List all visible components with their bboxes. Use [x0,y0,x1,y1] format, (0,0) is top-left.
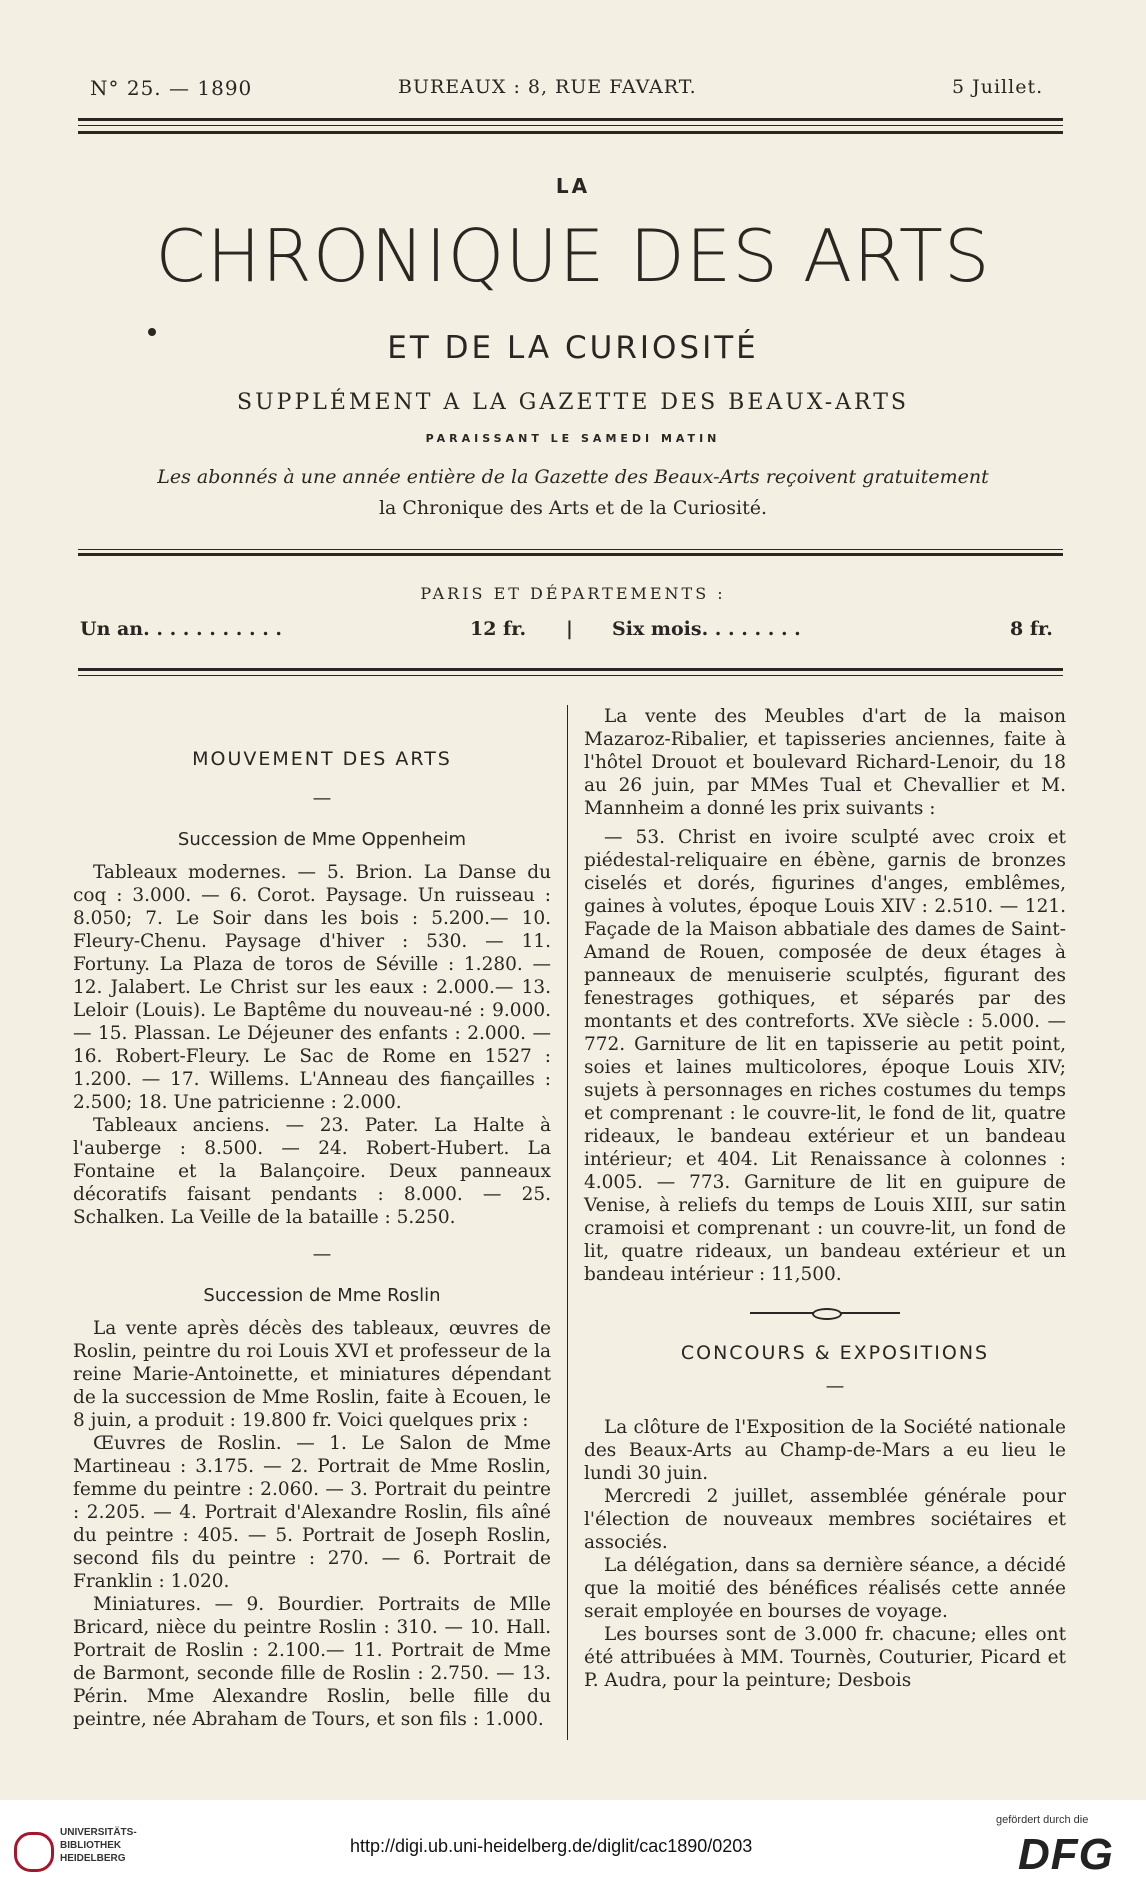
annual-price: 12 fr. [470,618,527,640]
left-column [73,748,551,1731]
issue-date: 5 Juillet. [952,76,1044,98]
masthead-subtitle: ET DE LA CURIOSITÉ [387,330,759,366]
section-dash: — [312,788,332,809]
roslin-miniatures: Miniatures. — 9. Bourdier. Portraits de Mlle Bricard, nièce du peintre Roslin : 310. — 10. Hall. Portrait de Roslin : 2.100.— 11. Portrait de Mme de Barmont, seconde fille de Roslin : 2.750. — 13. Périn. Mme Alexandre Roslin, belle fille du peintre, née Abraham de Tours, et son fils : 1.000. [73,1594,551,1730]
library-line-1: UNIVERSITÄTS- [60,1827,137,1838]
library-line-3: HEIDELBERG [60,1853,126,1864]
roslin-works: Œuvres de Roslin. — 1. Le Salon de Mme Martineau : 3.175. — 2. Portrait de Mme Roslin, femme du peintre : 2.060. — 3. Portrait du peintre : 2.205. — 4. Portrait d'Alexandre Roslin, fils aîné du peintre : 405. — 5. Portrait de Joseph Roslin, second fils du peintre : 270. — 6. Portrait de Franklin : 1.020. [73,1433,551,1592]
masthead-title: CHRONIQUE DES ARTS [155,214,991,298]
subsection-title-roslin: Succession de Mme Roslin [203,1285,441,1306]
subsection-title-oppenheim: Succession de Mme Oppenheim [177,829,467,850]
notice-line-2: la Chronique des Arts et de la Curiosité. [378,497,768,519]
section-title-concours: CONCOURS & EXPOSITIONS [680,1342,990,1364]
general-assembly: Mercredi 2 juillet, assemblée générale pour l'élection de nouveaux membres sociétaires et associés. [584,1486,1066,1553]
dfg-logo: DFG [1018,1830,1114,1879]
exposition-closing: La clôture de l'Exposition de la Société nationale des Beaux-Arts au Champ-de-Mars a eu lieu le lundi 30 juin. [584,1417,1066,1484]
issue-number: N° 25. — 1890 [90,76,253,100]
schedule-line: PARAISSANT LE SAMEDI MATIN [425,432,721,445]
travel-grants: Les bourses sont de 3.000 fr. chacune; elles ont été attribuées à MM. Tournès, Couturier, Picard et P. Audra, pour la peinture; Desbois [584,1624,1066,1691]
library-seal-icon [14,1832,54,1872]
mazaroz-sale-prices: — 53. Christ en ivoire sculpté avec croix et piédestal-reliquaire en ébène, garnis de bronzes ciselés et dorés, figurines d'anges, emblêmes, gaines à volutes, époque Louis XIV : 2.510. — 121. Façade de la Maison abbatiale des dames de Saint-Amand de Rouen, composée de deux étages à panneaux de menuiserie sculptés, figurant des fenestrages gothiques, et séparés par des montants et des contreforts. XVe siècle : 5.000. — 772. Garniture de lit en tapisserie au petit point, soies et laines multicolores, époque Louis XIV; sujets à personnages en riches costumes du temps et comprenant : le couvre-lit, le fond de lit, quatre rideaux, le bandeau extérieur et un bandeau intérieur; et 404. Lit Renaissance à colonnes : 4.005. — 773. Garniture de lit en guipure de Venise, à reliefs du temps de Louis XIII, sur satin cramoisi et comprenant : un couvre-lit, un fond de lit, quatre rideaux, un bandeau extérieur et un bandeau intérieur : 11,500. [584,827,1066,1285]
header-rule-thick-2 [78,131,1063,134]
masthead-rule-thick [78,553,1063,556]
supplement-line: SUPPLÉMENT A LA GAZETTE DES BEAUX-ARTS [237,390,909,415]
header-rule-thick [78,118,1063,121]
header-rule-thin [78,125,1063,126]
annual-label: Un an. . . . . . . . . . . [80,618,283,640]
section-title-mouvement: MOUVEMENT DES ARTS [192,748,452,770]
semester-label: Six mois. . . . . . . . [612,618,801,640]
right-column [584,705,1066,1692]
subscription-rule-thick [78,668,1063,671]
masthead-rule-thin [78,549,1063,550]
masthead-article: LA [555,174,591,198]
concours-dash: — [825,1376,845,1397]
library-line-2: BIBLIOTHEK [60,1840,122,1851]
digitization-footer [0,1800,1146,1898]
office-address: BUREAUX : 8, RUE FAVART. [398,76,697,98]
library-name [60,1826,137,1865]
notice-line-1: Les abonnés à une année entière de la Gazette des Beaux-Arts reçoivent gratuitement [157,466,989,488]
subsection-dash: — [312,1244,332,1265]
oppenheim-old-paintings: Tableaux anciens. — 23. Pater. La Halte à l'auberge : 8.500. — 24. Robert-Hubert. La Fontaine et la Balançoire. Deux panneaux décoratifs faisant pendants : 8.000. — 25. Schalken. La Veille de la bataille : 5.250. [73,1115,551,1228]
source-url-link[interactable]: http://digi.ub.uni-heidelberg.de/diglit/cac1890/0203 [350,1836,753,1856]
subscription-heading: PARIS ET DÉPARTEMENTS : [420,584,726,603]
oppenheim-modern-paintings: Tableaux modernes. — 5. Brion. La Danse du coq : 3.000. — 6. Corot. Paysage. Un ruisseau : 8.050; 7. Le Soir dans les bois : 5.200.— 10. Fleury-Chenu. Paysage d'hiver : 530. — 11. Fortuny. La Plaza de toros de Séville : 1.280. — 12. Jalabert. Le Christ sur les eaux : 2.000.— 13. Leloir (Louis). Le Baptême du nouveau-né : 9.000.— 15. Plassan. Le Déjeuner des enfants : 2.000. — 16. Robert-Fleury. Le Sac de Rome en 1527 : 1.200. — 17. Willems. L'Anneau des fiançailles : 2.500; 18. Une patricienne : 2.000. [73,862,551,1113]
delegation-decision: La délégation, dans sa dernière séance, a décidé que la moitié des bénéfices réalisés cette année serait employée en bourses de voyage. [584,1555,1066,1622]
column-divider [567,705,568,1740]
semester-price: 8 fr. [1010,618,1053,640]
price-separator: | [566,618,573,640]
ornament-flourish [750,1308,900,1318]
mazaroz-sale-intro: La vente des Meubles d'art de la maison Mazaroz-Ribalier, et tapisseries anciennes, faite à l'hôtel Drouot et boulevard Richard-Lenoir, du 18 au 26 juin, par MMes Tual et Chevallier et M. Mannheim a donné les prix suivants : [584,706,1066,819]
subscription-rule-thin [78,675,1063,676]
funded-by-label: gefördert durch die [996,1814,1089,1826]
roslin-intro: La vente après décès des tableaux, œuvres de Roslin, peintre du roi Louis XVI et professeur de la reine Marie-Antoinette, et miniatures dépendant de la succession de Mme Roslin, faite à Ecouen, le 8 juin, a produit : 19.800 fr. Voici quelques prix : [73,1318,551,1431]
